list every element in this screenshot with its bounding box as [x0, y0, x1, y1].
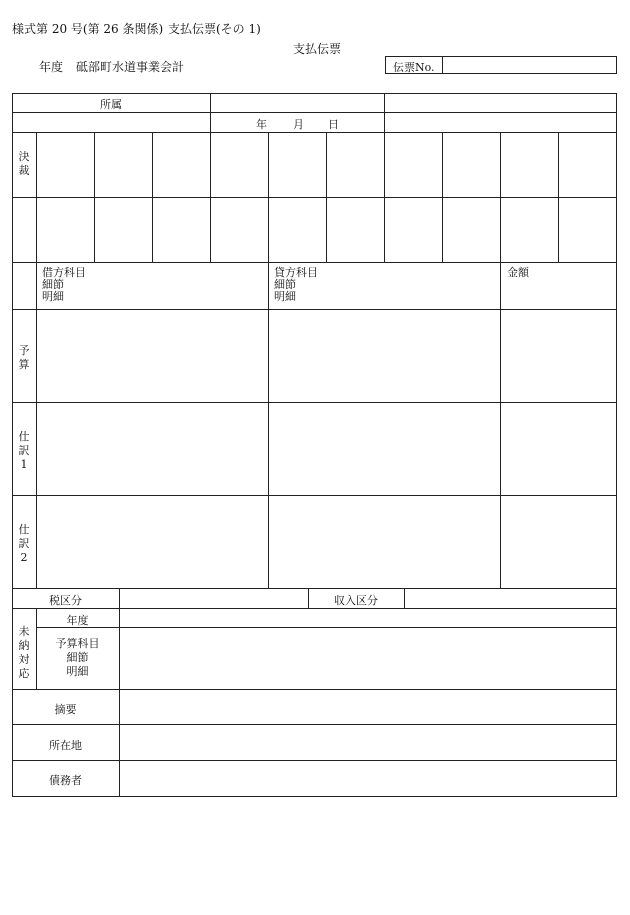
affiliation-label: 所属	[100, 98, 122, 111]
form-kind: 支払伝票(その 1)	[168, 22, 261, 36]
account-name: 砥部町水道事業会計	[76, 60, 185, 74]
credit-account-header: 貸方科目 細節 明細	[274, 266, 318, 303]
address-label: 所在地	[49, 739, 82, 752]
debtor-field[interactable]	[121, 762, 615, 795]
form-id: 様式第 20 号(第 26 条関係)	[12, 22, 164, 36]
amount-header: 金額	[507, 266, 529, 279]
date-month-char: 月	[293, 118, 304, 131]
slip-no-label: 伝票No.	[393, 61, 435, 74]
tax-category-label: 税区分	[49, 594, 82, 607]
journal-2-row-label: 仕 訳 2	[18, 523, 30, 564]
budget-row-label: 予 算	[18, 344, 30, 371]
unpaid-year-field[interactable]	[121, 610, 615, 625]
affiliation-field[interactable]	[212, 95, 382, 111]
debit-account-header: 借方科目 細節 明細	[42, 266, 86, 303]
summary-field[interactable]	[121, 691, 615, 722]
income-category-field[interactable]	[406, 590, 615, 606]
unpaid-budget-label: 予算科目 細節 明細	[55, 637, 100, 678]
unpaid-handling-label: 未 納 対 応	[18, 625, 30, 680]
address-field[interactable]	[121, 726, 615, 758]
tax-category-field[interactable]	[121, 590, 306, 606]
unpaid-year-label: 年度	[66, 614, 89, 627]
page-title: 支払伝票	[293, 42, 342, 56]
slip-no-field[interactable]	[446, 59, 611, 73]
debtor-label: 債務者	[49, 774, 82, 787]
income-category-label: 収入区分	[334, 594, 378, 607]
fiscal-year-label: 年度	[39, 60, 64, 74]
journal-1-row-label: 仕 訳 1	[18, 430, 30, 471]
date-day-char: 日	[328, 118, 339, 131]
summary-label: 摘要	[54, 703, 77, 716]
approval-label: 決 裁	[18, 150, 30, 177]
date-year-char: 年	[256, 118, 267, 131]
